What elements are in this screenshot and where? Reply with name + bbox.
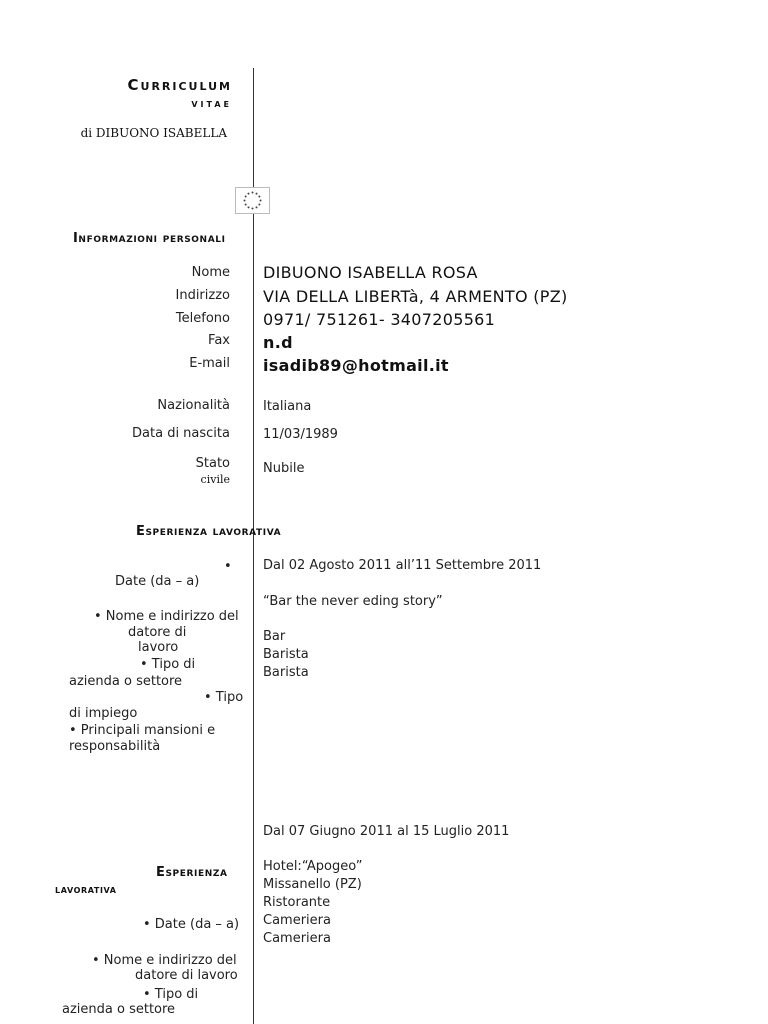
label-birth-date: Data di nascita — [132, 426, 230, 441]
label-name: Nome — [191, 265, 230, 280]
value-sector: Ristorante — [263, 895, 331, 910]
label-employer: • Nome e indirizzo del — [92, 953, 237, 968]
value-address: VIA DELLA LIBERTà, 4 ARMENTO (PZ) — [263, 287, 568, 306]
value-marital-status: Nubile — [263, 461, 305, 476]
section-heading-experience-2: lavorativa — [55, 883, 117, 896]
label-marital-status-2: civile — [200, 473, 230, 486]
label-duties-2: responsabilità — [69, 739, 161, 754]
label-sector: • Tipo di — [143, 987, 199, 1002]
value-employer: Hotel:“Apogeo” — [263, 859, 363, 874]
value-dates: Dal 07 Giugno 2011 al 15 Luglio 2011 — [263, 824, 510, 839]
value-birth-date: 11/03/1989 — [263, 427, 338, 442]
label-dates: Date (da – a) — [115, 574, 200, 589]
bullet: • — [224, 559, 232, 574]
value-duties: Barista — [263, 665, 309, 680]
value-employer-location: Missanello (PZ) — [263, 877, 362, 892]
value-employer: “Bar the never eding story” — [263, 594, 443, 609]
value-sector: Bar — [263, 629, 286, 644]
value-name: DIBUONO ISABELLA ROSA — [263, 263, 478, 282]
label-sector-2: azienda o settore — [69, 674, 183, 689]
label-employer-3: lavoro — [138, 640, 179, 655]
label-employer: • Nome e indirizzo del — [94, 609, 239, 624]
section-heading-experience: Esperienza — [156, 865, 228, 880]
section-heading-experience: Esperienza lavorativa — [136, 524, 282, 539]
label-fax: Fax — [208, 333, 230, 348]
value-role: Barista — [263, 647, 309, 662]
eu-stars-icon — [235, 187, 270, 214]
label-email: E-mail — [189, 356, 230, 371]
label-sector: • Tipo di — [140, 657, 196, 672]
section-heading-personal: Informazioni personali — [73, 231, 226, 246]
value-fax: n.d — [263, 333, 293, 352]
label-nationality: Nazionalità — [157, 398, 230, 413]
value-email[interactable]: isadib89@hotmail.it — [263, 356, 449, 375]
label-duties: • Principali mansioni e — [69, 723, 216, 738]
label-role-2: di impiego — [69, 706, 138, 721]
label-role: • Tipo — [204, 690, 244, 705]
value-duties: Cameriera — [263, 931, 331, 946]
cv-subtitle: vitae — [191, 97, 232, 110]
label-sector-2: azienda o settore — [62, 1002, 176, 1017]
label-employer-2: datore di lavoro — [135, 968, 238, 983]
label-employer-2: datore di — [128, 625, 187, 640]
label-phone: Telefono — [175, 311, 230, 326]
cv-title: Curriculum — [127, 76, 232, 94]
label-address: Indirizzo — [175, 288, 230, 303]
value-nationality: Italiana — [263, 399, 312, 414]
value-phone: 0971/ 751261- 3407205561 — [263, 310, 496, 329]
label-marital-status: Stato — [195, 456, 230, 471]
value-dates: Dal 02 Agosto 2011 all’11 Settembre 2011 — [263, 558, 542, 573]
label-dates: • Date (da – a) — [143, 917, 240, 932]
cv-owner: di DIBUONO ISABELLA — [80, 126, 227, 140]
value-role: Cameriera — [263, 913, 331, 928]
